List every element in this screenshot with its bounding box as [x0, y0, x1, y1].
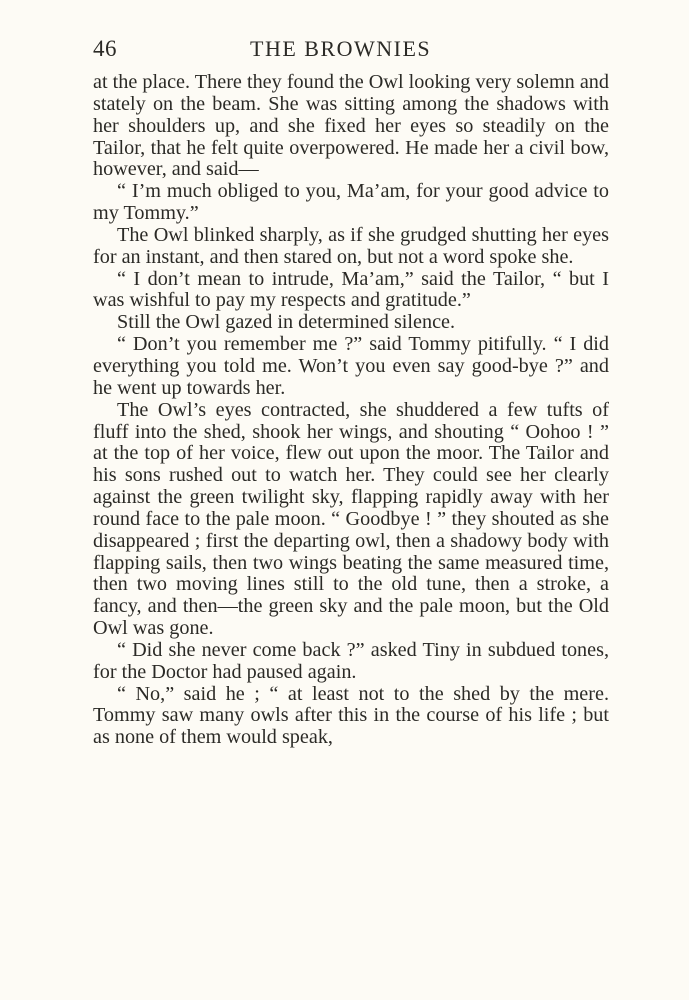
paragraph-continued: at the place. There they found the Owl looking very solemn and stately on the beam. She was sitting among the shadows with her shoulders up, and she fixed her eyes so steadily on the Tailor, that he felt quite overpowered. He made her a civil bow, however, and said—	[93, 71, 609, 181]
paragraph-tommy-pitifully: “ Don’t you remember me ?” said Tommy pitifully. “ I did everything you told me. Won’t you even say good-bye ?” and he went up towards her.	[93, 333, 609, 399]
paragraph-tiny-asks: “ Did she never come back ?” asked Tiny in subdued tones, for the Doctor had paused again.	[93, 638, 609, 683]
paragraph-tailor-thanks: “ I’m much obliged to you, Ma’am, for your good advice to my Tommy.”	[93, 180, 609, 225]
paragraph-owl-silence: Still the Owl gazed in determined silence.	[117, 311, 456, 334]
running-title: THE BROWNIES	[250, 36, 432, 61]
paragraph-owl-blinked: The Owl blinked sharply, as if she grudged shutting her eyes for an instant, and then stared on, but not a word spoke she.	[93, 223, 609, 268]
page-number: 46	[93, 36, 117, 61]
body-text	[93, 72, 609, 749]
paragraph-owl-departs: The Owl’s eyes contracted, she shuddered a few tufts of fluff into the shed, shook her wings, and shouting “ Oohoo ! ” at the top of her voice, flew out upon the moor. The Tailor and his sons rushed out to watch her. They could see her clearly against the green twilight sky, flapping rapidly away with her round face to the pale moon. “ Goodbye ! ” they shouted as she disappeared ; first the departing owl, then a shadowy body with flapping sails, then two wings beating the same measured time, then two moving lines still to the old tune, then a stroke, a fancy, and then—the green sky and the pale moon, but the Old Owl was gone.	[93, 398, 609, 640]
paragraph-doctor-answers: “ No,” said he ; “ at least not to the shed by the mere. Tommy saw many owls after this in the course of his life ; but as none of them would speak,	[93, 682, 609, 749]
paragraph-tailor-respects: “ I don’t mean to intrude, Ma’am,” said the Tailor, “ but I was wishful to pay my respects and gratitude.”	[93, 267, 609, 312]
